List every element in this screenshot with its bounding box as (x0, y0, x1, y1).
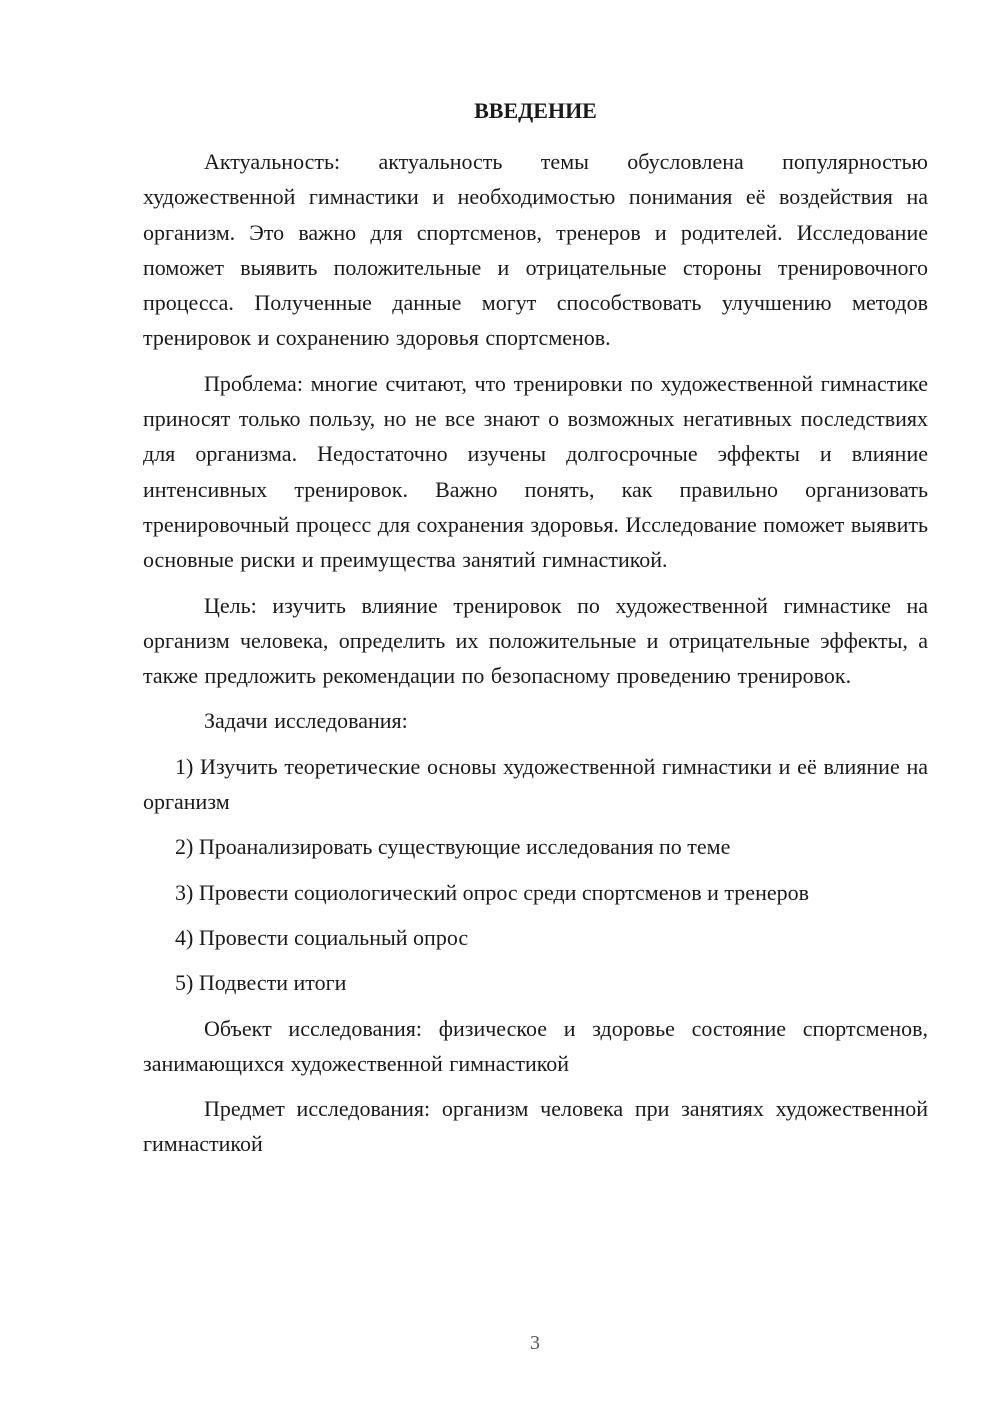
document-page (143, 96, 928, 1172)
page-title: ВВЕДЕНИЕ (474, 98, 597, 123)
task-item-3: 3) Провести социологический опрос среди спортсменов и тренеров (175, 879, 809, 905)
goal-paragraph: Цель: изучить влияние тренировок по художественной гимнастике на организм человека, определить их положительные и отрицательные эффекты, а также предложить рекомендации по безопасному проведению тренировок. (143, 592, 928, 689)
page-number: 3 (530, 1332, 540, 1354)
task-item-1: 1) Изучить теоретические основы художественной гимнастики и её влияние на организм (143, 753, 928, 815)
relevance-paragraph: Актуальность: актуальность темы обусловлена популярностью художественной гимнастики и необходимостью понимания её воздействия на организм. Это важно для спортсменов, тренеров и родителей. Исследование поможет выявить положительные и отрицательные стороны тренировочного процесса. Полученные данные могут способствовать улучшению методов тренировок и сохранению здоровья спортсменов. (143, 149, 928, 351)
task-item-4: 4) Провести социальный опрос (175, 924, 469, 950)
tasks-heading: Задачи исследования: (204, 708, 408, 734)
object-paragraph: Объект исследования: физическое и здоровье состояние спортсменов, занимающихся художественной гимнастикой (143, 1015, 928, 1076)
task-item-2: 2) Проанализировать существующие исследования по теме (175, 834, 731, 860)
subject-paragraph: Предмет исследования: организм человека при занятиях художественной гимнастикой (143, 1096, 928, 1157)
problem-paragraph: Проблема: многие считают, что тренировки по художественной гимнастике приносят только пользу, но не все знают о возможных негативных последствиях для организма. Недостаточно изучены долгосрочные эффекты и влияние интенсивных тренировок. Важно понять, как правильно организовать тренировочный процесс для сохранения здоровья. Исследование поможет выявить основные риски и преимущества занятий гимнастикой. (143, 370, 928, 573)
task-item-5: 5) Подвести итоги (175, 970, 347, 996)
